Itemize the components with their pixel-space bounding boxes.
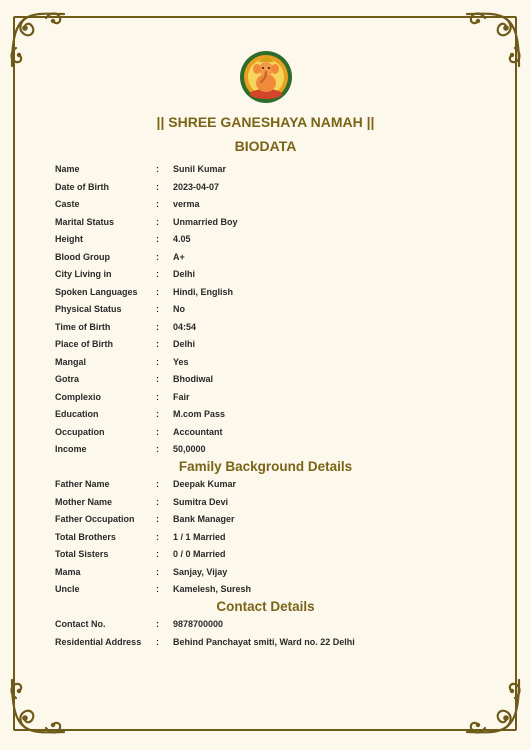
field-separator: : bbox=[156, 584, 159, 594]
field-value: 04:54 bbox=[173, 321, 197, 332]
field-label: Name bbox=[55, 164, 80, 174]
biodata-title: BIODATA bbox=[234, 138, 297, 154]
field-value: M.com Pass bbox=[173, 409, 226, 419]
field-separator: : bbox=[156, 374, 159, 384]
field-label: Income bbox=[55, 444, 87, 454]
field-separator: : bbox=[156, 426, 159, 437]
field-value: 2023-04-07 bbox=[173, 181, 220, 192]
field-label: Date of Birth bbox=[55, 181, 109, 192]
field-separator: : bbox=[156, 321, 159, 332]
field-label: Mama bbox=[55, 566, 81, 577]
field-label: Marital Status bbox=[55, 216, 115, 227]
field-label: Spoken Languages bbox=[55, 286, 138, 297]
field-label: Height bbox=[55, 234, 83, 244]
field-separator: : bbox=[156, 269, 159, 279]
field-separator: : bbox=[156, 251, 159, 262]
field-value: Bank Manager bbox=[173, 514, 235, 524]
field-value: Yes bbox=[173, 356, 189, 367]
field-separator: : bbox=[156, 356, 159, 367]
ganesha-icon bbox=[239, 50, 293, 104]
field-value: Sunil Kumar bbox=[173, 164, 227, 174]
field-separator: : bbox=[156, 496, 159, 507]
field-value: 1 / 1 Married bbox=[173, 531, 226, 542]
field-label: Father Name bbox=[55, 479, 110, 489]
field-value: Delhi bbox=[173, 339, 196, 349]
field-label: Residential Address bbox=[55, 636, 142, 647]
field-value: Unmarried Boy bbox=[173, 216, 238, 227]
field-value: verma bbox=[173, 199, 200, 209]
field-separator: : bbox=[156, 479, 159, 489]
field-label: Total Brothers bbox=[55, 531, 116, 542]
field-separator: : bbox=[156, 444, 159, 454]
corner-ornament-top-right bbox=[463, 8, 525, 70]
field-value: Sumitra Devi bbox=[173, 496, 229, 507]
field-label: City Living in bbox=[55, 269, 112, 279]
field-label: Mother Name bbox=[55, 496, 113, 507]
corner-ornament-bottom-right bbox=[463, 676, 525, 738]
field-separator: : bbox=[156, 514, 159, 524]
field-value: Sanjay, Vijay bbox=[173, 566, 228, 577]
family-section-title: Family Background Details bbox=[178, 459, 353, 474]
field-separator: : bbox=[156, 391, 159, 402]
field-label: Blood Group bbox=[55, 251, 110, 262]
field-separator: : bbox=[156, 216, 159, 227]
field-value: 4.05 bbox=[173, 234, 191, 244]
corner-ornament-bottom-left bbox=[6, 676, 68, 738]
field-separator: : bbox=[156, 531, 159, 542]
field-label: Contact No. bbox=[55, 619, 106, 629]
field-label: Complexio bbox=[55, 391, 102, 402]
field-label: Time of Birth bbox=[55, 321, 111, 332]
field-separator: : bbox=[156, 199, 159, 209]
field-value: Fair bbox=[173, 391, 190, 402]
field-label: Caste bbox=[55, 199, 80, 209]
corner-ornament-top-left bbox=[6, 8, 68, 70]
field-label: Education bbox=[55, 409, 99, 419]
field-value: Bhodiwal bbox=[173, 374, 213, 384]
field-value: 50,0000 bbox=[173, 444, 206, 454]
field-label: Occupation bbox=[55, 426, 105, 437]
field-value: 0 / 0 Married bbox=[173, 549, 226, 559]
field-separator: : bbox=[156, 164, 159, 174]
field-value: No bbox=[173, 304, 185, 314]
field-value: Deepak Kumar bbox=[173, 479, 237, 489]
field-label: Total Sisters bbox=[55, 549, 109, 559]
contact-section-title: Contact Details bbox=[216, 599, 315, 614]
field-separator: : bbox=[156, 286, 159, 297]
field-separator: : bbox=[156, 636, 159, 647]
field-separator: : bbox=[156, 181, 159, 192]
field-separator: : bbox=[156, 339, 159, 349]
field-separator: : bbox=[156, 566, 159, 577]
field-value: A+ bbox=[173, 251, 185, 262]
field-separator: : bbox=[156, 549, 159, 559]
field-value: Delhi bbox=[173, 269, 196, 279]
field-separator: : bbox=[156, 234, 159, 244]
invocation-heading: || SHREE GANESHAYA NAMAH || bbox=[156, 114, 375, 130]
field-separator: : bbox=[156, 409, 159, 419]
field-value: 9878700000 bbox=[173, 619, 224, 629]
field-value: Accountant bbox=[173, 426, 223, 437]
field-label: Gotra bbox=[55, 374, 80, 384]
field-value: Kamelesh, Suresh bbox=[173, 584, 252, 594]
field-label: Place of Birth bbox=[55, 339, 114, 349]
field-value: Hindi, English bbox=[173, 286, 233, 297]
field-label: Father Occupation bbox=[55, 514, 135, 524]
field-value: Behind Panchayat smiti, Ward no. 22 Delhi bbox=[173, 636, 355, 647]
field-label: Mangal bbox=[55, 356, 87, 367]
field-label: Physical Status bbox=[55, 304, 122, 314]
field-label: Uncle bbox=[55, 584, 80, 594]
field-separator: : bbox=[156, 619, 159, 629]
field-separator: : bbox=[156, 304, 159, 314]
